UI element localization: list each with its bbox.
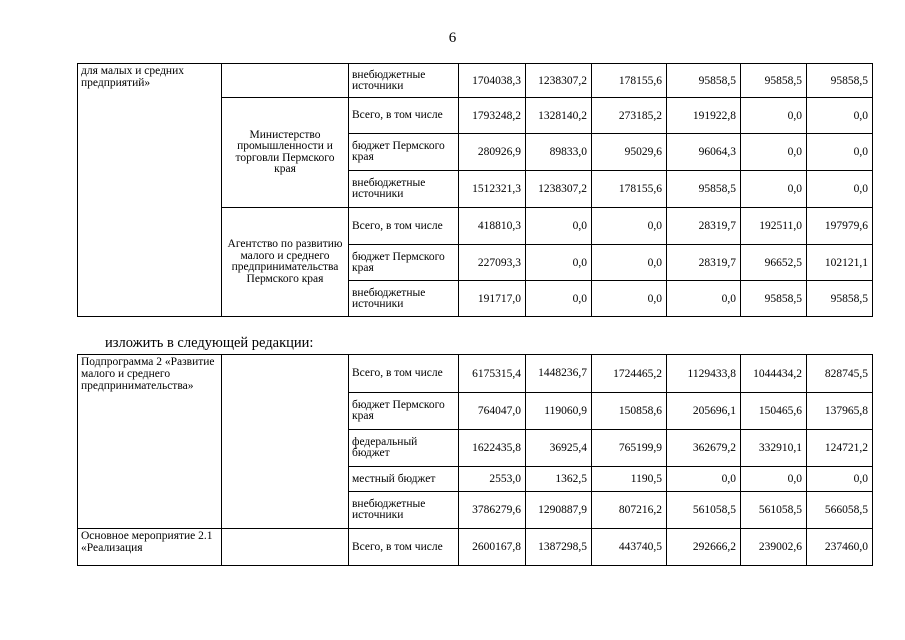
value-cell: 1362,5 — [526, 467, 592, 492]
value-cell: 36925,4 — [526, 430, 592, 467]
source-label: бюджет Пермского края — [349, 393, 459, 430]
value-cell: 197979,6 — [807, 208, 873, 245]
value-cell: 205696,1 — [667, 393, 741, 430]
value-cell: 239002,6 — [741, 529, 807, 566]
value-cell: 192511,0 — [741, 208, 807, 245]
value-cell: 1238307,2 — [526, 64, 592, 98]
value-cell: 332910,1 — [741, 430, 807, 467]
page-number: 6 — [448, 30, 457, 46]
value-cell: 280926,9 — [459, 134, 526, 171]
value-cell: 150465,6 — [741, 393, 807, 430]
value-cell: 0,0 — [526, 281, 592, 317]
value-cell: 0,0 — [592, 245, 667, 281]
value-cell: 0,0 — [741, 98, 807, 134]
value-cell: 95858,5 — [741, 64, 807, 98]
value-cell: 0,0 — [807, 171, 873, 208]
table-row — [78, 355, 873, 393]
value-cell: 0,0 — [807, 98, 873, 134]
org-cell-empty — [222, 355, 349, 529]
source-label: внебюджетные источники — [349, 64, 459, 98]
source-label: местный бюджет — [349, 467, 459, 492]
value-cell: 764047,0 — [459, 393, 526, 430]
value-cell: 0,0 — [526, 245, 592, 281]
value-cell: 2553,0 — [459, 467, 526, 492]
value-cell: 273185,2 — [592, 98, 667, 134]
value-cell: 1622435,8 — [459, 430, 526, 467]
value-cell: 828745,5 — [807, 355, 873, 393]
budget-table-bottom — [77, 354, 873, 566]
value-cell: 2600167,8 — [459, 529, 526, 566]
value-cell: 0,0 — [807, 134, 873, 171]
value-cell: 1448236,7 — [526, 355, 592, 393]
value-cell: 89833,0 — [526, 134, 592, 171]
budget-table-top — [77, 63, 873, 317]
value-cell: 124721,2 — [807, 430, 873, 467]
table-row — [78, 529, 873, 566]
value-cell: 0,0 — [526, 208, 592, 245]
org-cell — [222, 64, 349, 98]
source-label: бюджет Пермского края — [349, 134, 459, 171]
value-cell: 1290887,9 — [526, 492, 592, 529]
subprogram-cell: Подпрограмма 2 «Развитие малого и среднего предпринимательства» — [78, 355, 222, 529]
value-cell: 1387298,5 — [526, 529, 592, 566]
value-cell: 95858,5 — [667, 171, 741, 208]
value-cell: 137965,8 — [807, 393, 873, 430]
value-cell: 1793248,2 — [459, 98, 526, 134]
value-cell: 178155,6 — [592, 171, 667, 208]
source-label: внебюджетные источники — [349, 281, 459, 317]
value-cell: 28319,7 — [667, 245, 741, 281]
value-cell: 191717,0 — [459, 281, 526, 317]
value-cell: 1512321,3 — [459, 171, 526, 208]
source-label: Всего, в том числе — [349, 529, 459, 566]
program-cell: для малых и средних предприятий» — [78, 64, 222, 317]
value-cell: 3786279,6 — [459, 492, 526, 529]
value-cell: 95029,6 — [592, 134, 667, 171]
value-cell: 0,0 — [807, 467, 873, 492]
value-cell: 0,0 — [667, 281, 741, 317]
value-cell: 0,0 — [667, 467, 741, 492]
source-label: бюджет Пермского края — [349, 245, 459, 281]
value-cell: 1238307,2 — [526, 171, 592, 208]
value-cell: 95858,5 — [741, 281, 807, 317]
org-cell-empty — [222, 529, 349, 566]
value-cell: 191922,8 — [667, 98, 741, 134]
value-cell: 95858,5 — [667, 64, 741, 98]
value-cell: 1724465,2 — [592, 355, 667, 393]
value-cell: 418810,3 — [459, 208, 526, 245]
value-cell: 95858,5 — [807, 281, 873, 317]
value-cell: 1704038,3 — [459, 64, 526, 98]
source-label: Всего, в том числе — [349, 98, 459, 134]
value-cell: 566058,5 — [807, 492, 873, 529]
instruction-text: изложить в следующей редакции: — [105, 335, 314, 351]
value-cell: 362679,2 — [667, 430, 741, 467]
value-cell: 6175315,4 — [459, 355, 526, 393]
value-cell: 443740,5 — [592, 529, 667, 566]
value-cell: 28319,7 — [667, 208, 741, 245]
value-cell: 0,0 — [741, 171, 807, 208]
value-cell: 561058,5 — [741, 492, 807, 529]
value-cell: 0,0 — [592, 281, 667, 317]
value-cell: 1328140,2 — [526, 98, 592, 134]
value-cell: 227093,3 — [459, 245, 526, 281]
table-row — [78, 64, 873, 98]
value-cell: 102121,1 — [807, 245, 873, 281]
value-cell: 95858,5 — [807, 64, 873, 98]
value-cell: 119060,9 — [526, 393, 592, 430]
value-cell: 1129433,8 — [667, 355, 741, 393]
org-cell-agency: Агентство по развитию малого и среднего предпринимательства Пермского края — [222, 208, 349, 317]
source-label: внебюджетные источники — [349, 171, 459, 208]
value-cell: 0,0 — [592, 208, 667, 245]
value-cell: 96064,3 — [667, 134, 741, 171]
value-cell: 1190,5 — [592, 467, 667, 492]
value-cell: 807216,2 — [592, 492, 667, 529]
org-cell-ministry: Министерство промышленности и торговли Пермского края — [222, 98, 349, 208]
value-cell: 1044434,2 — [741, 355, 807, 393]
value-cell: 150858,6 — [592, 393, 667, 430]
value-cell: 292666,2 — [667, 529, 741, 566]
value-cell: 96652,5 — [741, 245, 807, 281]
source-label: внебюджетные источники — [349, 492, 459, 529]
value-cell: 178155,6 — [592, 64, 667, 98]
value-cell: 765199,9 — [592, 430, 667, 467]
value-cell: 237460,0 — [807, 529, 873, 566]
value-cell: 0,0 — [741, 134, 807, 171]
value-cell: 561058,5 — [667, 492, 741, 529]
source-label: Всего, в том числе — [349, 208, 459, 245]
source-label: федеральный бюджет — [349, 430, 459, 467]
activity-cell: Основное мероприятие 2.1 «Реализация — [78, 529, 222, 566]
value-cell: 0,0 — [741, 467, 807, 492]
source-label: Всего, в том числе — [349, 355, 459, 393]
